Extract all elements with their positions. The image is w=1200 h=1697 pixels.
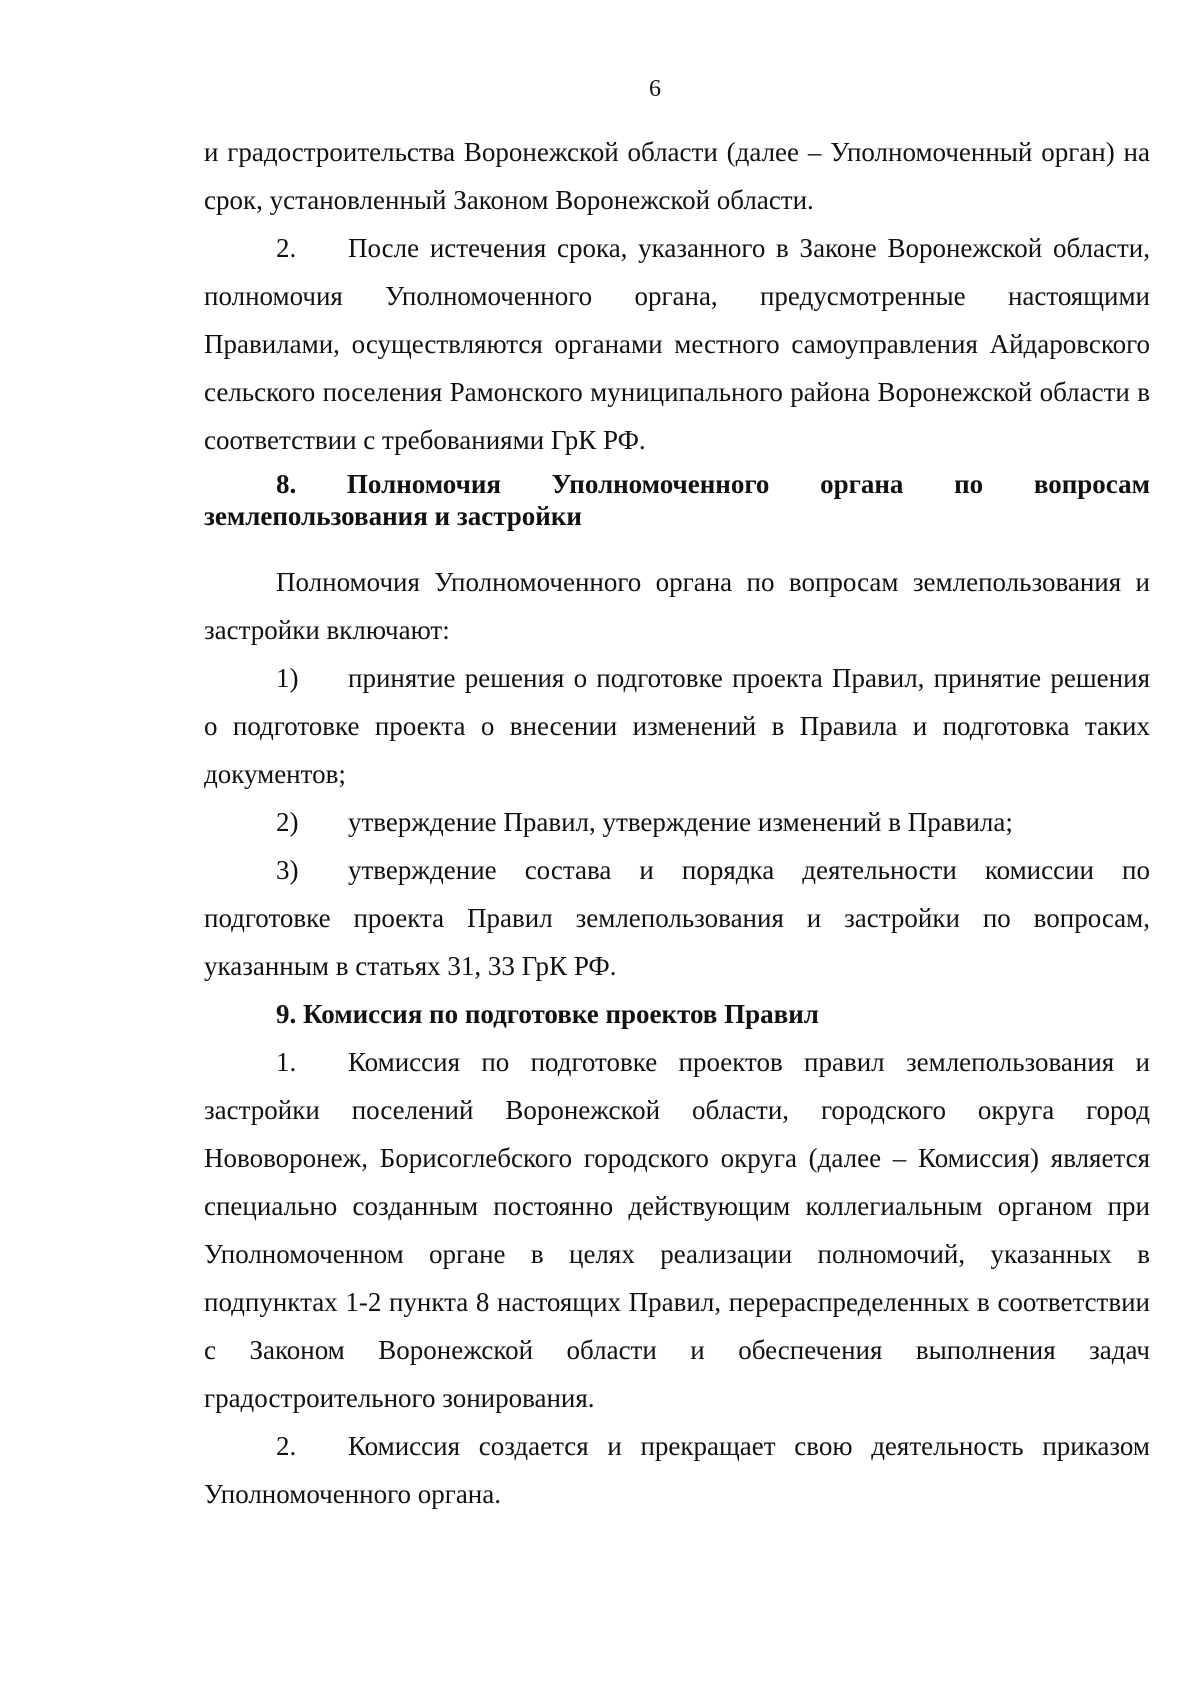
page-number: 6: [649, 76, 661, 102]
section-8-item-2: [204, 798, 1150, 846]
section-8-heading: 8. Полномочия Уполномоченного органа по вопросам землепользования и застройки: [204, 469, 1150, 531]
paragraph-7-2: [204, 224, 1150, 464]
item-number: 2.: [276, 233, 297, 263]
item-text: Комиссия создается и прекращает свою деятельность приказом Уполномоченного органа.: [204, 1431, 1150, 1509]
item-text: утверждение состава и порядка деятельности комиссии по подготовке проекта Правил землепользования и застройки по вопросам, указанным в статьях 31, 33 ГрК РФ.: [204, 855, 1150, 981]
item-number: 3): [276, 855, 299, 885]
section-9-heading: [204, 990, 1150, 1038]
section-9-item-1: [204, 1038, 1150, 1422]
item-number: 2): [276, 807, 299, 837]
section-9-item-2: [204, 1422, 1150, 1518]
section-8-intro: Полномочия Уполномоченного органа по вопросам землепользования и застройки включают:: [204, 567, 1150, 645]
item-number: 1.: [276, 1047, 297, 1077]
item-text: Комиссия по подготовке проектов правил землепользования и застройки поселений Воронежской области, городского округа город Нововоронеж, Борисоглебского городского округа (далее – Комиссия) является специально созданным постоянно действующим коллегиальным органом при Уполномоченном органе в целях реализации полномочий, указанных в подпунктах 1-2 пункта 8 настоящих Правил, перераспределенных в соответствии с Законом Воронежской области и обеспечения выполнения задач градостроительного зонирования.: [204, 1047, 1150, 1413]
section-9-heading-text: 9. Комиссия по подготовке проектов Правил: [276, 999, 819, 1029]
item-number: 2.: [276, 1431, 297, 1461]
section-8-item-1: [204, 654, 1150, 798]
item-text: принятие решения о подготовке проекта Правил, принятие решения о подготовке проекта о внесении изменений в Правила и подготовка таких документов;: [204, 663, 1150, 789]
item-number: 1): [276, 663, 299, 693]
section-8-item-3: [204, 846, 1150, 990]
continuation-paragraph: и градостроительства Воронежской области (далее – Уполномоченный орган) на срок, установленный Законом Воронежской области.: [204, 137, 1150, 215]
page-body: [204, 128, 1150, 1518]
item-text: утверждение Правил, утверждение изменений в Правила;: [348, 807, 1013, 837]
item-text: После истечения срока, указанного в Законе Воронежской области, полномочия Уполномоченного органа, предусмотренные настоящими Правилами, осуществляются органами местного самоуправления Айдаровского сельского поселения Рамонского муниципального района Воронежской области в соответствии с требованиями ГрК РФ.: [204, 233, 1150, 455]
